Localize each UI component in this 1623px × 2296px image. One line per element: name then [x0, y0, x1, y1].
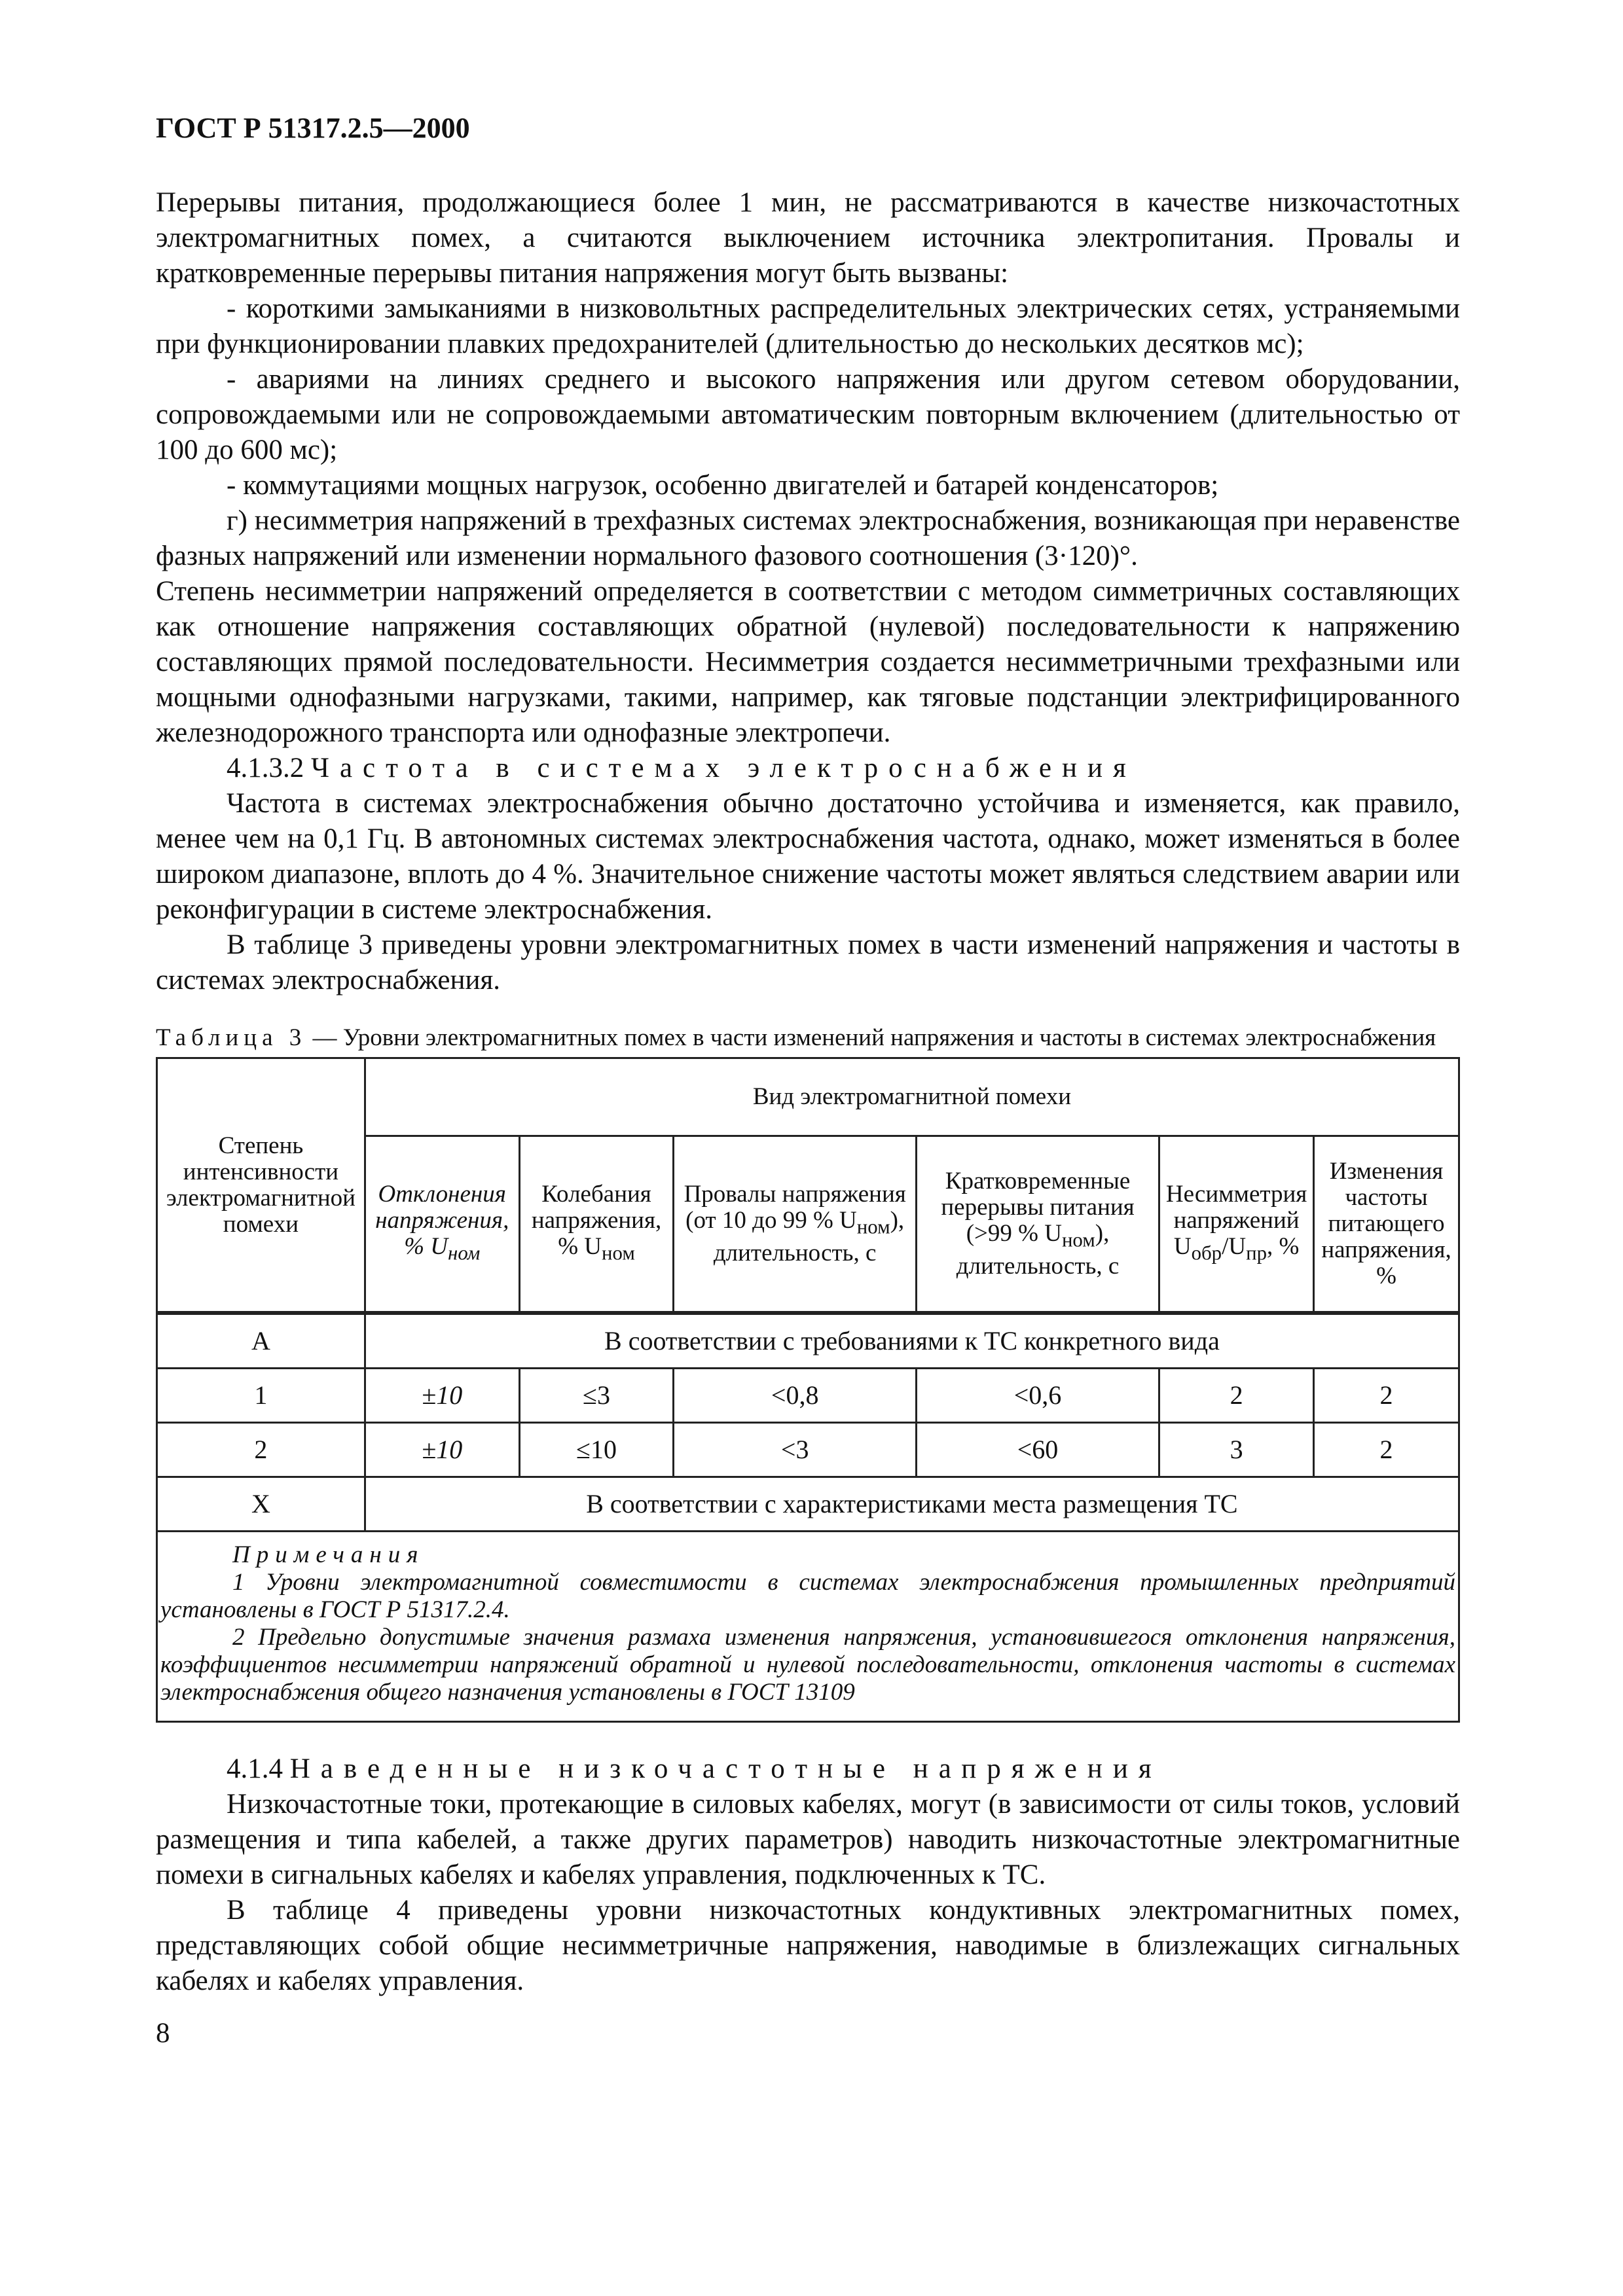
cell-level: 2	[157, 1423, 365, 1477]
cell-level: 1	[157, 1369, 365, 1423]
section-heading-induced	[156, 1751, 1460, 1787]
header-deviation: Отклонения напряжения, % $U_{ном}$	[365, 1136, 519, 1314]
header-level: Степень интенсивности электромагнитной помехи	[157, 1058, 365, 1314]
section-heading-frequency	[156, 751, 1460, 786]
table-caption-text: — Уровни электромагнитных помех в части изменений напряжения и частоты в системах электроснабжения	[306, 1024, 1436, 1051]
notes-title: Примечания	[232, 1541, 425, 1568]
header-dips: Провалы напряжения (от 10 до 99 % $U_{ном}$), длительность, с	[674, 1136, 917, 1314]
cell-merged: В соответствии с характеристиками места размещения ТС	[365, 1477, 1459, 1532]
header-interruptions: Кратковременные перерывы питания (>99 % $U_{ном}$), длительность, с	[916, 1136, 1159, 1314]
cell-level: X	[157, 1477, 365, 1532]
document-page	[156, 111, 1460, 2049]
cell-deviation: ±10	[365, 1369, 519, 1423]
cell-interruptions: <60	[916, 1423, 1159, 1477]
section-number: 4.1.3.2	[227, 753, 304, 783]
cell-unsymmetry: 2	[1159, 1369, 1314, 1423]
table-row	[157, 1313, 1459, 1369]
cell-interruptions: <0,6	[916, 1369, 1159, 1423]
table-caption	[156, 1024, 1460, 1052]
paragraph-table3-ref: В таблице 3 приведены уровни электромагнитных помех в части изменений напряжения и частоты в системах электроснабжения.	[156, 929, 1460, 996]
paragraph-frequency: Частота в системах электроснабжения обычно достаточно устойчива и изменяется, как правило, менее чем на 0,1 Гц. В автономных системах электроснабжения частота, однако, может изменяться в более широком диапазоне, вплоть до 4 %. Значительное снижение частоты может являться следствием аварии или реконфигурации в системе электроснабжения.	[156, 788, 1460, 925]
cell-unsymmetry: 3	[1159, 1423, 1314, 1477]
list-item-accidents: - авариями на линиях среднего и высокого напряжения или другом сетевом оборудовании, сопровождаемыми или не сопровождаемыми автоматическим повторным включением (длительностью от 100 до 600 мс);	[156, 364, 1460, 465]
header-frequency: Изменения частоты питающего напряжения, %	[1314, 1136, 1459, 1314]
list-item-switching: - коммутациями мощных нагрузок, особенно двигателей и батарей конденсаторов;	[227, 470, 1219, 501]
header-fluctuation: Колебания напряжения, % $U_{ном}$	[519, 1136, 674, 1314]
table-notes	[157, 1532, 1459, 1722]
header-group: Вид электромагнитной помехи	[365, 1058, 1459, 1136]
cell-level: A	[157, 1313, 365, 1369]
note-1: 1 Уровни электромагнитной совместимости в системах электроснабжения промышленных предприятий установлены в ГОСТ Р 51317.2.4.	[160, 1569, 1455, 1623]
paragraph-induced: Низкочастотные токи, протекающие в силовых кабелях, могут (в зависимости от силы токов, условий размещения и типа кабелей, а также других параметров) наводить низкочастотные электромагнитные помехи в сигнальных кабелях и кабелях управления, подключенных к ТС.	[156, 1789, 1460, 1890]
table-row	[157, 1423, 1459, 1477]
section-title: Наведенные низкочастотные напряжения	[289, 1753, 1162, 1784]
cell-fluctuation: ≤3	[519, 1369, 674, 1423]
cell-merged: В соответствии с требованиями к ТС конкретного вида	[365, 1313, 1459, 1369]
cell-frequency: 2	[1314, 1423, 1459, 1477]
page-number: 8	[156, 2018, 170, 2049]
table-3	[156, 1057, 1460, 1723]
cell-frequency: 2	[1314, 1369, 1459, 1423]
list-item-short-circuits: - короткими замыканиями в низковольтных распределительных электрических сетях, устраняемыми при функционировании плавких предохранителей (длительностью до нескольких десятков мс);	[156, 293, 1460, 359]
cell-fluctuation: ≤10	[519, 1423, 674, 1477]
document-header: ГОСТ Р 51317.2.5—2000	[156, 112, 470, 144]
table-caption-label: Таблица 3	[156, 1024, 307, 1051]
paragraph-unsymmetry-degree: Степень несимметрии напряжений определяется в соответствии с методом симметричных составляющих как отношение напряжения составляющих обратной (нулевой) последовательности к напряжению составляющих прямой последовательности. Несимметрия создается несимметричными трехфазными или мощными однофазными нагрузками, такими, например, как тяговые подстанции электрифицированного железнодорожного транспорта или однофазные электропечи.	[156, 576, 1460, 748]
section-title: Частота в системах электроснабжения	[311, 753, 1137, 783]
cell-dips: <0,8	[674, 1369, 917, 1423]
note-2: 2 Предельно допустимые значения размаха изменения напряжения, установившегося отклонения напряжения, коэффициентов несимметрии напряжений обратной и нулевой последовательности, отклонения частоты в системах электроснабжения общего назначения установлены в ГОСТ 13109	[160, 1624, 1455, 1706]
table-row	[157, 1369, 1459, 1423]
cell-dips: <3	[674, 1423, 917, 1477]
cell-deviation: ±10	[365, 1423, 519, 1477]
section-number: 4.1.4	[227, 1753, 283, 1784]
table-row	[157, 1477, 1459, 1532]
paragraph-interruptions: Перерывы питания, продолжающиеся более 1 мин, не рассматриваются в качестве низкочастотных электромагнитных помех, а считаются выключением источника электропитания. Провалы и кратковременные перерывы питания напряжения могут быть вызваны:	[156, 187, 1460, 289]
header-unsymmetry: Несимметрия напряжений $U_{обр}/U_{пр}$, %	[1159, 1136, 1314, 1314]
list-item-unsymmetry: г) несимметрия напряжений в трехфазных системах электроснабжения, возникающая при неравенстве фазных напряжений или изменении нормального фазового соотношения (3·120)°.	[156, 505, 1460, 571]
paragraph-table4-ref: В таблице 4 приведены уровни низкочастотных кондуктивных электромагнитных помех, представляющих собой общие несимметричные напряжения, наводимые в близлежащих сигнальных кабелях и кабелях управления.	[156, 1895, 1460, 1996]
